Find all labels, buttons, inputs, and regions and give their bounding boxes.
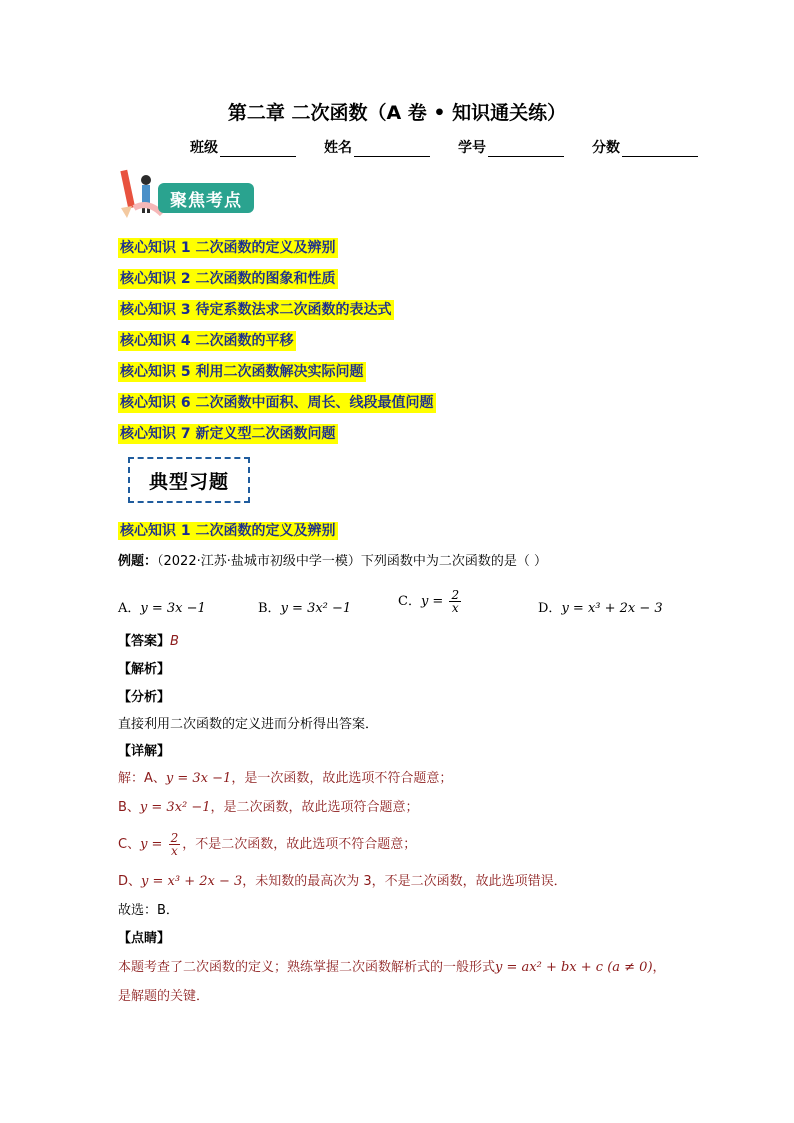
option-b: B．y = 3x² −1 — [258, 601, 352, 616]
list-item: 核心知识 6 二次函数中面积、周长、线段最值问题 — [120, 394, 434, 411]
list-item: 核心知识 1 二次函数的定义及辨别 — [120, 239, 336, 256]
list-item: 核心知识 5 利用二次函数解决实际问题 — [120, 363, 364, 380]
list-item: 核心知识 4 二次函数的平移 — [120, 332, 294, 349]
point-line-1: 本题考查了二次函数的定义；熟练掌握二次函数解析式的一般形式y = ax² + bx + c (a ≠ 0)， — [118, 960, 666, 975]
student-id-blank[interactable] — [488, 142, 564, 157]
answer-line: 【答案】B — [118, 634, 179, 649]
knowledge-list — [118, 232, 436, 449]
score-field[interactable]: 分数 — [592, 137, 698, 157]
student-info-fields — [190, 137, 698, 157]
class-blank[interactable] — [220, 142, 296, 157]
focus-badge — [118, 168, 252, 220]
focus-badge-label: 聚焦考点 — [158, 183, 254, 213]
detail-line-d: D、y = x³ + 2x − 3，未知数的最高次为 3，不是二次函数，故此选项错误． — [118, 874, 567, 889]
point-tag: 【点睛】 — [118, 931, 171, 946]
detail-line-a: 解：A、y = 3x −1，是一次函数，故此选项不符合题意； — [118, 771, 453, 786]
list-item: 核心知识 3 待定系数法求二次函数的表达式 — [120, 301, 392, 318]
list-item: 核心知识 2 二次函数的图象和性质 — [120, 270, 336, 287]
analysis-tag: 【解析】 — [118, 662, 171, 677]
example-question: 例题：（2022·江苏·盐城市初级中学一模）下列函数中为二次函数的是（ ） — [118, 554, 547, 569]
fraction: $\frac{2}{x}$ — [451, 588, 460, 615]
option-c: C．y = $\frac{2}{x}$ — [398, 588, 460, 615]
section-heading: 核心知识 1 二次函数的定义及辨别 — [120, 523, 336, 539]
detail-line-c: C、y = $\frac{2}{x}$ ，不是二次函数，故此选项不符合题意； — [118, 831, 417, 858]
class-field[interactable]: 班级 — [190, 137, 296, 157]
student-id-field[interactable]: 学号 — [458, 137, 564, 157]
fenxi-tag: 【分析】 — [118, 690, 171, 705]
page-title: 第二章 二次函数（A 卷 • 知识通关练） — [227, 102, 567, 124]
score-blank[interactable] — [622, 142, 698, 157]
name-blank[interactable] — [354, 142, 430, 157]
option-d: D．y = x³ + 2x − 3 — [538, 601, 663, 616]
typical-exercises-heading: 典型习题 — [128, 457, 250, 503]
detail-line-b: B、y = 3x² −1，是二次函数，故此选项符合题意； — [118, 800, 419, 815]
fraction: $\frac{2}{x}$ — [170, 831, 179, 858]
name-field[interactable]: 姓名 — [324, 137, 430, 157]
option-a: A．y = 3x −1 — [118, 601, 206, 616]
list-item: 核心知识 7 新定义型二次函数问题 — [120, 425, 336, 442]
point-line-2: 是解题的关键． — [118, 989, 210, 1004]
choose-line: 故选：B． — [118, 903, 179, 918]
fenxi-text: 直接利用二次函数的定义进而分析得出答案． — [118, 717, 379, 732]
detail-tag: 【详解】 — [118, 744, 171, 759]
